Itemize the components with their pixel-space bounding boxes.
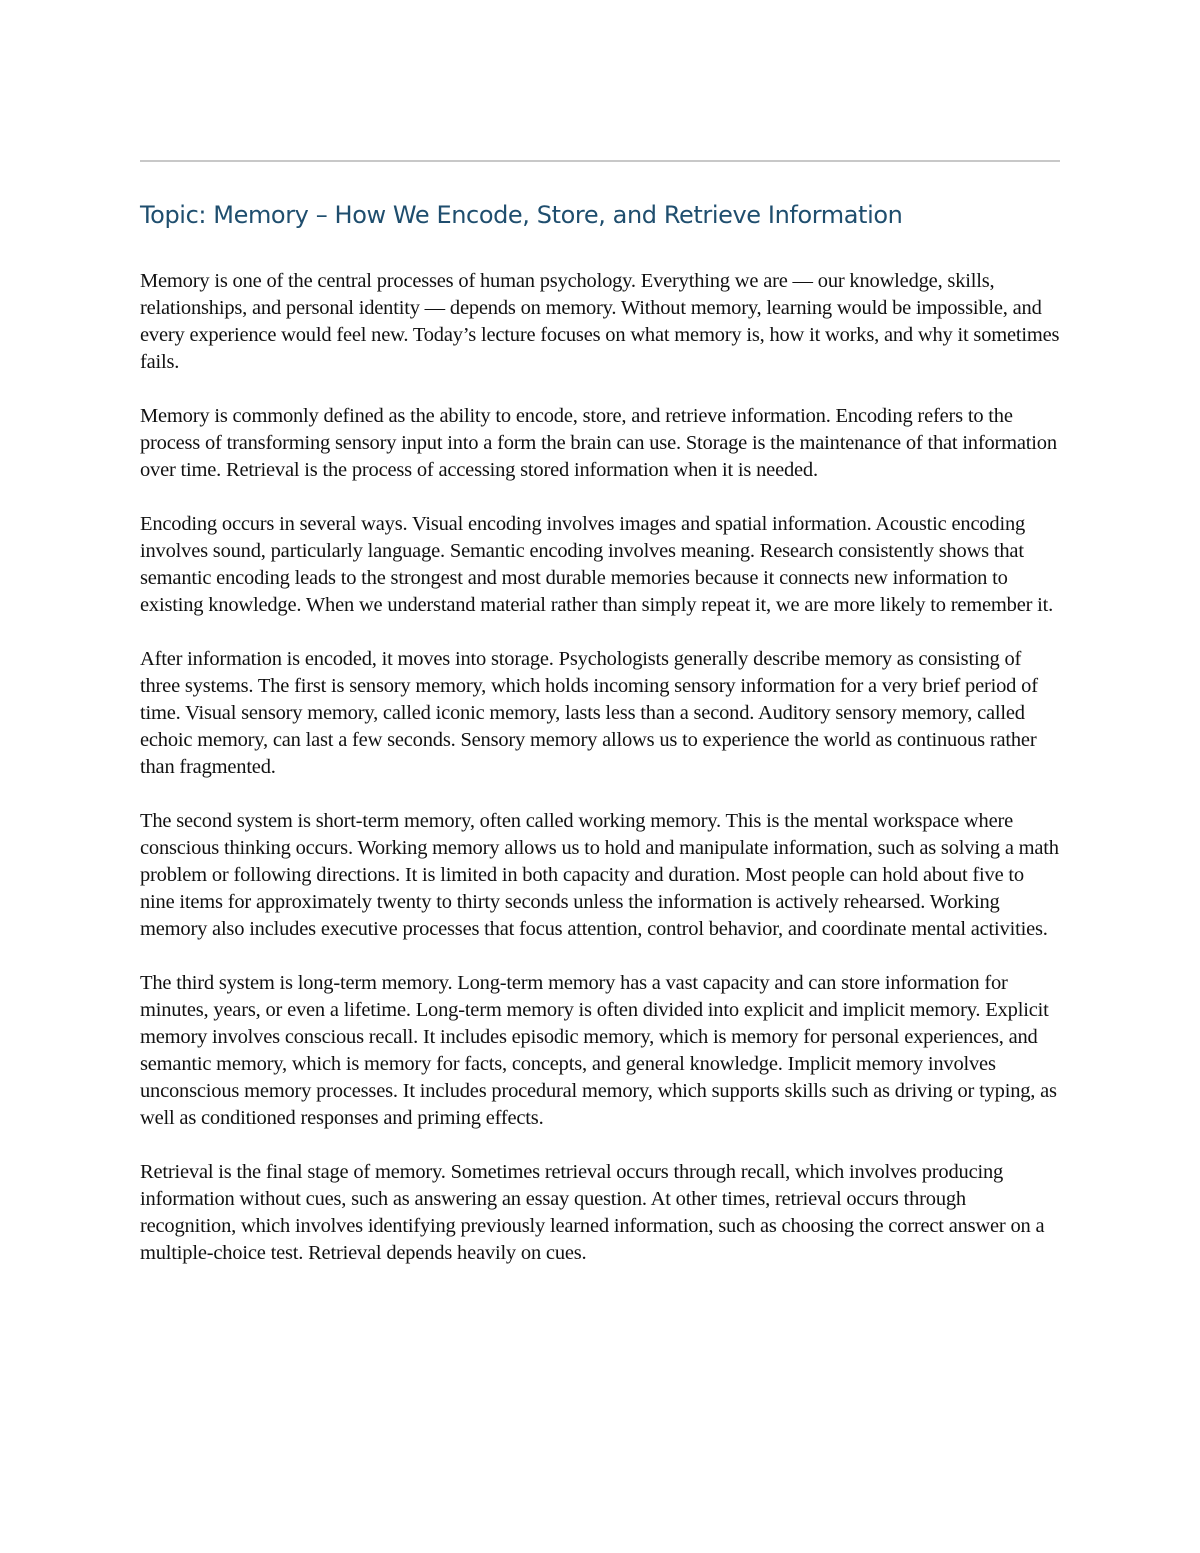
paragraph-retrieval: Retrieval is the final stage of memory. Sometimes retrieval occurs through recall, which involves producing information without cues, such as answering an essay question. At other times, retrieval occurs through recognition, which involves identifying previously learned information, such as choosing the correct answer on a multiple-choice test. Retrieval depends heavily on cues. bbox=[140, 1161, 1045, 1264]
paragraph-definition: Memory is commonly defined as the ability to encode, store, and retrieve information. Encoding refers to the process of transforming sensory input into a form the brain can use. Storage is the maintenance of that information over time. Retrieval is the process of accessing stored information when it is needed. bbox=[140, 405, 1057, 481]
paragraph-sensory-memory: After information is encoded, it moves into storage. Psychologists generally describe memory as consisting of three systems. The first is sensory memory, which holds incoming sensory information for a very brief period of time. Visual sensory memory, called iconic memory, lasts less than a second. Auditory sensory memory, called echoic memory, can last a few seconds. Sensory memory allows us to experience the world as continuous rather than fragmented. bbox=[140, 648, 1038, 778]
paragraph-long-term-memory: The third system is long-term memory. Long-term memory has a vast capacity and can store information for minutes, years, or even a lifetime. Long-term memory is often divided into explicit and implicit memory. Explicit memory involves conscious recall. It includes episodic memory, which is memory for personal experiences, and semantic memory, which is memory for facts, concepts, and general knowledge. Implicit memory involves unconscious memory processes. It includes procedural memory, which supports skills such as driving or typing, as well as conditioned responses and priming effects. bbox=[140, 972, 1057, 1129]
document-body bbox=[140, 268, 1060, 1294]
paragraph-introduction: Memory is one of the central processes of human psychology. Everything we are — our knowledge, skills, relationships, and personal identity — depends on memory. Without memory, learning would be impossible, and every experience would feel new. Today’s lecture focuses on what memory is, how it works, and why it sometimes fails. bbox=[140, 270, 1060, 373]
paragraph-encoding: Encoding occurs in several ways. Visual encoding involves images and spatial information. Acoustic encoding involves sound, particularly language. Semantic encoding involves meaning. Research consistently shows that semantic encoding leads to the strongest and most durable memories because it connects new information to existing knowledge. When we understand material rather than simply repeat it, we are more likely to remember it. bbox=[140, 513, 1054, 616]
header-divider bbox=[140, 160, 1060, 162]
document-title: Topic: Memory – How We Encode, Store, and Retrieve Information bbox=[140, 201, 903, 229]
paragraph-working-memory: The second system is short-term memory, often called working memory. This is the mental workspace where conscious thinking occurs. Working memory allows us to hold and manipulate information, such as solving a math problem or following directions. It is limited in both capacity and duration. Most people can hold about five to nine items for approximately twenty to thirty seconds unless the information is actively rehearsed. Working memory also includes executive processes that focus attention, control behavior, and coordinate mental activities. bbox=[140, 810, 1059, 940]
